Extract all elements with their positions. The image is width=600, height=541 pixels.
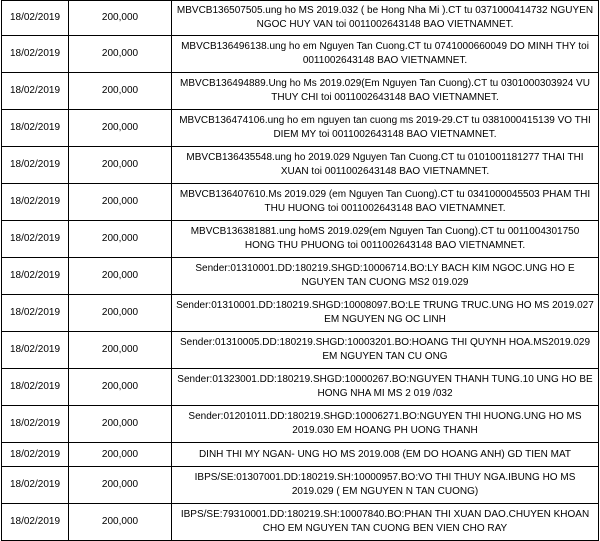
date-cell: 18/02/2019: [2, 258, 69, 295]
amount-cell: 200,000: [69, 443, 172, 467]
amount-cell: 200,000: [69, 467, 172, 504]
donation-ledger-table: [1, 0, 599, 541]
table-row: [2, 221, 599, 258]
amount-cell: 200,000: [69, 221, 172, 258]
table-row: [2, 147, 599, 184]
table-row: [2, 295, 599, 332]
description-cell: Sender:01310001.DD:180219.SHGD:10008097.BO:LE TRUNG TRUC.UNG HO MS 2019.027 EM NGUYEN NG OC LINH: [172, 295, 599, 332]
table-row: [2, 258, 599, 295]
table-row: [2, 332, 599, 369]
date-cell: 18/02/2019: [2, 73, 69, 110]
description-cell: MBVCB136507505.ung ho MS 2019.032 ( be Hong Nha Mi ).CT tu 0371000414732 NGUYEN NGOC HUY VAN toi 0011002643148 BAO VIETNAMNET.: [172, 1, 599, 36]
table-row: [2, 110, 599, 147]
date-cell: 18/02/2019: [2, 110, 69, 147]
description-cell: Sender:01310001.DD:180219.SHGD:10006714.BO:LY BACH KIM NGOC.UNG HO E NGUYEN TAN CUONG MS2 019.029: [172, 258, 599, 295]
description-cell: IBPS/SE:79310001.DD:180219.SH:10007840.BO:PHAN THI XUAN DAO.CHUYEN KHOAN CHO EM NGUYEN TAN CUONG BEN VIEN CHO RAY: [172, 504, 599, 541]
date-cell: 18/02/2019: [2, 369, 69, 406]
date-cell: 18/02/2019: [2, 147, 69, 184]
date-cell: 18/02/2019: [2, 332, 69, 369]
description-cell: Sender:01323001.DD:180219.SHGD:10000267.BO:NGUYEN THANH TUNG.10 UNG HO BE HONG NHA MI MS 2 019 /032: [172, 369, 599, 406]
description-cell: MBVCB136474106.ung ho em nguyen tan cuong ms 2019-29.CT tu 0381000415139 VO THI DIEM MY toi 0011002643148 BAO VIETNAMNET.: [172, 110, 599, 147]
date-cell: 18/02/2019: [2, 184, 69, 221]
table-row: [2, 184, 599, 221]
description-cell: IBPS/SE:01307001.DD:180219.SH:10000957.BO:VO THI THUY NGA.IBUNG HO MS 2019.029 ( EM NGUYEN N TAN CUONG): [172, 467, 599, 504]
amount-cell: 200,000: [69, 36, 172, 73]
amount-cell: 200,000: [69, 147, 172, 184]
date-cell: 18/02/2019: [2, 295, 69, 332]
amount-cell: 200,000: [69, 258, 172, 295]
description-cell: MBVCB136435548.ung ho 2019.029 Nguyen Tan Cuong.CT tu 0101001181277 THAI THI XUAN toi 0011002643148 BAO VIETNAMNET.: [172, 147, 599, 184]
date-cell: 18/02/2019: [2, 443, 69, 467]
description-cell: MBVCB136381881.ung hoMS 2019.029(em Nguyen Tan Cuong).CT tu 0011004301750 HONG THU PHUONG toi 0011002643148 BAO VIETNAMNET.: [172, 221, 599, 258]
amount-cell: 200,000: [69, 295, 172, 332]
description-cell: DINH THI MY NGAN- UNG HO MS 2019.008 (EM DO HOANG ANH) GD TIEN MAT: [172, 443, 599, 467]
description-cell: MBVCB136494889.Ung ho Ms 2019.029(Em Nguyen Tan Cuong).CT tu 0301000303924 VU THUY CHI toi 0011002643148 BAO VIETNAMNET.: [172, 73, 599, 110]
amount-cell: 200,000: [69, 1, 172, 36]
table-row: [2, 467, 599, 504]
date-cell: 18/02/2019: [2, 467, 69, 504]
date-cell: 18/02/2019: [2, 406, 69, 443]
description-cell: Sender:01310005.DD:180219.SHGD:10003201.BO:HOANG THI QUYNH HOA.MS2019.029 EM NGUYEN TAN CU ONG: [172, 332, 599, 369]
table-row: [2, 406, 599, 443]
amount-cell: 200,000: [69, 369, 172, 406]
amount-cell: 200,000: [69, 406, 172, 443]
table-row: [2, 443, 599, 467]
description-cell: MBVCB136496138.ung ho em Nguyen Tan Cuong.CT tu 0741000660049 DO MINH THY toi 0011002643148 BAO VIETNAMNET.: [172, 36, 599, 73]
date-cell: 18/02/2019: [2, 36, 69, 73]
amount-cell: 200,000: [69, 504, 172, 541]
date-cell: 18/02/2019: [2, 1, 69, 36]
date-cell: 18/02/2019: [2, 221, 69, 258]
table-row: [2, 504, 599, 541]
amount-cell: 200,000: [69, 184, 172, 221]
ledger-body: [2, 1, 599, 541]
table-row: [2, 1, 599, 36]
description-cell: Sender:01201011.DD:180219.SHGD:10006271.BO:NGUYEN THI HUONG.UNG HO MS 2019.030 EM HOANG PH UONG THANH: [172, 406, 599, 443]
amount-cell: 200,000: [69, 73, 172, 110]
table-row: [2, 36, 599, 73]
amount-cell: 200,000: [69, 110, 172, 147]
date-cell: 18/02/2019: [2, 504, 69, 541]
description-cell: MBVCB136407610.Ms 2019.029 (em Nguyen Tan Cuong).CT tu 0341000045503 PHAM THI THU HUONG toi 0011002643148 BAO VIETNAMNET.: [172, 184, 599, 221]
table-row: [2, 369, 599, 406]
table-row: [2, 73, 599, 110]
amount-cell: 200,000: [69, 332, 172, 369]
